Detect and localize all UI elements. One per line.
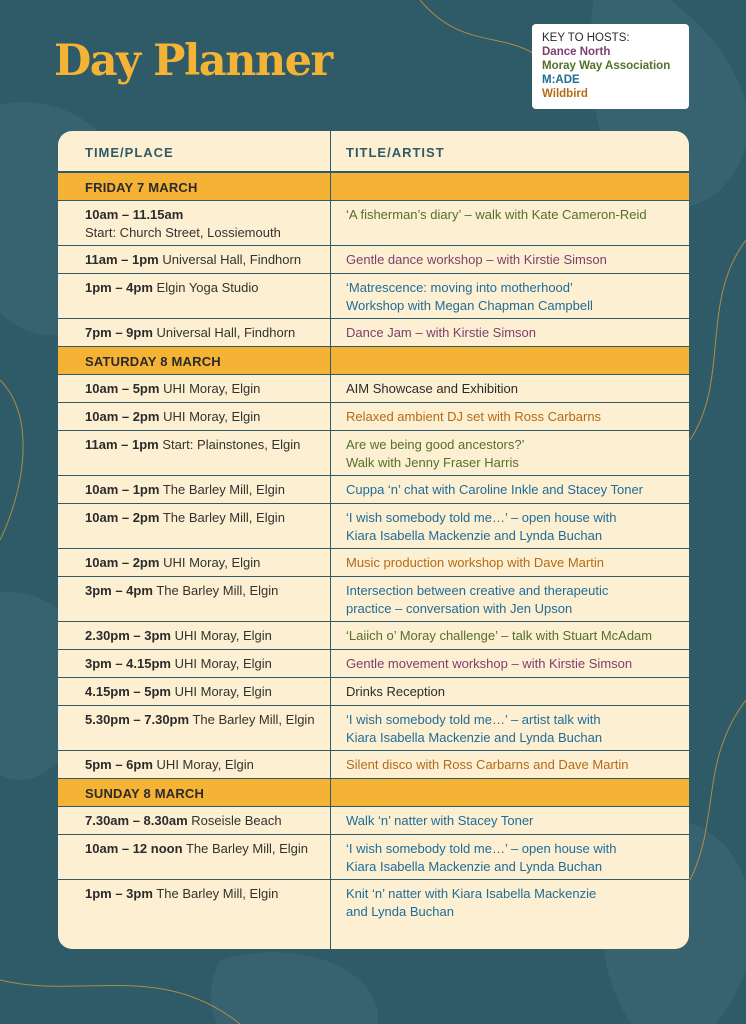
event-title: Cuppa ‘n’ chat with Caroline Inkle and Stacey Toner (346, 482, 644, 497)
table-row (58, 577, 689, 622)
table-row (58, 751, 689, 779)
event-place: The Barley Mill, Elgin (156, 886, 279, 901)
event-title: Drinks Reception (346, 684, 445, 699)
event-title: Intersection between creative and therapeutic practice – conversation with Jen Upson (346, 583, 609, 616)
event-title: Walk ‘n’ natter with Stacey Toner (346, 813, 534, 828)
table-row (58, 706, 689, 751)
event-time: 10am – 5pm (85, 381, 160, 396)
day-label: SATURDAY 8 MARCH (85, 354, 221, 369)
table-row (58, 403, 689, 431)
event-title: ‘A fisherman’s diary’ – walk with Kate Cameron-Reid (346, 207, 647, 222)
table-row (58, 319, 689, 347)
event-time: 10am – 2pm (85, 555, 160, 570)
event-time: 5pm – 6pm (85, 757, 153, 772)
time-place-cell (85, 380, 325, 398)
event-time: 5.30pm – 7.30pm (85, 712, 190, 727)
event-place: The Barley Mill, Elgin (192, 712, 315, 727)
event-place: Elgin Yoga Studio (156, 280, 259, 295)
event-time: 10am – 2pm (85, 510, 160, 525)
day-header-row (58, 173, 689, 201)
event-title: Music production workshop with Dave Martin (346, 555, 604, 570)
column-divider (330, 131, 331, 949)
event-place: Start: Church Street, Lossiemouth (85, 225, 281, 240)
event-time: 10am – 11.15am (85, 207, 184, 222)
event-title: Knit ‘n’ natter with Kiara Isabella Mackenzie and Lynda Buchan (346, 886, 597, 919)
table-row (58, 201, 689, 246)
col-header-time-place: TIME/PLACE (85, 145, 174, 160)
event-place: UHI Moray, Elgin (156, 757, 254, 772)
day-label: SUNDAY 8 MARCH (85, 786, 205, 801)
time-place-cell (85, 655, 325, 673)
host-key (532, 24, 689, 109)
time-place-cell (85, 812, 325, 830)
table-header (58, 131, 689, 172)
table-row (58, 549, 689, 577)
key-host-dance-north: Dance North (542, 46, 611, 58)
event-place: Universal Hall, Findhorn (162, 252, 302, 267)
event-place: UHI Moray, Elgin (163, 555, 261, 570)
time-place-cell (85, 436, 325, 454)
time-place-cell (85, 683, 325, 701)
event-title: AIM Showcase and Exhibition (346, 381, 518, 396)
event-place: Universal Hall, Findhorn (156, 325, 296, 340)
event-time: 3pm – 4.15pm (85, 656, 171, 671)
time-place-cell (85, 481, 325, 499)
schedule-table (58, 131, 689, 949)
event-title: Silent disco with Ross Carbarns and Dave Martin (346, 757, 629, 772)
event-place: UHI Moray, Elgin (174, 628, 272, 643)
time-place-cell (85, 582, 325, 600)
table-row (58, 504, 689, 549)
event-time: 1pm – 3pm (85, 886, 153, 901)
event-place: Start: Plainstones, Elgin (162, 437, 301, 452)
event-title: ‘Matrescence: moving into motherhood’ Workshop with Megan Chapman Campbell (346, 280, 593, 313)
time-place-cell (85, 885, 325, 903)
event-time: 11am – 1pm (85, 437, 159, 452)
event-title: ‘I wish somebody told me…’ – open house with Kiara Isabella Mackenzie and Lynda Buchan (346, 510, 617, 543)
event-place: The Barley Mill, Elgin (162, 510, 285, 525)
time-place-cell (85, 840, 325, 858)
day-label: FRIDAY 7 MARCH (85, 180, 198, 195)
event-place: UHI Moray, Elgin (174, 656, 272, 671)
day-header-row (58, 347, 689, 375)
page-title: Day Planner (54, 36, 332, 86)
time-place-cell (85, 627, 325, 645)
col-header-title-artist: TITLE/ARTIST (346, 145, 445, 160)
event-title: Gentle dance workshop – with Kirstie Simson (346, 252, 607, 267)
event-place: Roseisle Beach (191, 813, 282, 828)
table-row (58, 375, 689, 403)
event-time: 10am – 2pm (85, 409, 160, 424)
event-place: UHI Moray, Elgin (163, 409, 261, 424)
event-time: 1pm – 4pm (85, 280, 153, 295)
table-row (58, 274, 689, 319)
event-time: 2.30pm – 3pm (85, 628, 171, 643)
time-place-cell (85, 756, 325, 774)
time-place-cell (85, 509, 325, 527)
event-title: Gentle movement workshop – with Kirstie Simson (346, 656, 633, 671)
event-time: 3pm – 4pm (85, 583, 153, 598)
event-place: The Barley Mill, Elgin (156, 583, 279, 598)
event-place: The Barley Mill, Elgin (162, 482, 285, 497)
table-row (58, 650, 689, 678)
day-header-row (58, 779, 689, 807)
table-row (58, 476, 689, 504)
event-time: 4.15pm – 5pm (85, 684, 171, 699)
key-host-wildbird: Wildbird (542, 88, 588, 100)
event-time: 7.30am – 8.30am (85, 813, 188, 828)
event-title: ‘I wish somebody told me…’ – artist talk with Kiara Isabella Mackenzie and Lynda Buchan (346, 712, 603, 745)
table-row (58, 835, 689, 880)
event-time: 10am – 1pm (85, 482, 160, 497)
key-heading: KEY TO HOSTS: (542, 32, 630, 44)
table-row (58, 246, 689, 274)
time-place-cell (85, 206, 325, 242)
table-row (58, 807, 689, 835)
event-title: ‘Laiich o’ Moray challenge’ – talk with Stuart McAdam (346, 628, 653, 643)
time-place-cell (85, 408, 325, 426)
time-place-cell (85, 279, 325, 297)
event-title: Dance Jam – with Kirstie Simson (346, 325, 537, 340)
event-title: Relaxed ambient DJ set with Ross Carbarns (346, 409, 602, 424)
time-place-cell (85, 251, 325, 269)
event-place: UHI Moray, Elgin (174, 684, 272, 699)
table-row (58, 678, 689, 706)
time-place-cell (85, 554, 325, 572)
key-host-made: M:ADE (542, 74, 580, 86)
event-place: UHI Moray, Elgin (163, 381, 261, 396)
event-time: 11am – 1pm (85, 252, 159, 267)
table-row (58, 431, 689, 476)
event-place: The Barley Mill, Elgin (185, 841, 309, 856)
event-time: 10am – 12 noon (85, 841, 183, 856)
table-row (58, 622, 689, 650)
table-row (58, 880, 689, 945)
key-host-moray-way: Moray Way Association (542, 60, 671, 72)
time-place-cell (85, 324, 325, 342)
time-place-cell (85, 711, 325, 729)
event-time: 7pm – 9pm (85, 325, 153, 340)
event-title: Are we being good ancestors?’ Walk with Jenny Fraser Harris (346, 437, 525, 470)
event-title: ‘I wish somebody told me…’ – open house with Kiara Isabella Mackenzie and Lynda Buchan (346, 841, 617, 874)
